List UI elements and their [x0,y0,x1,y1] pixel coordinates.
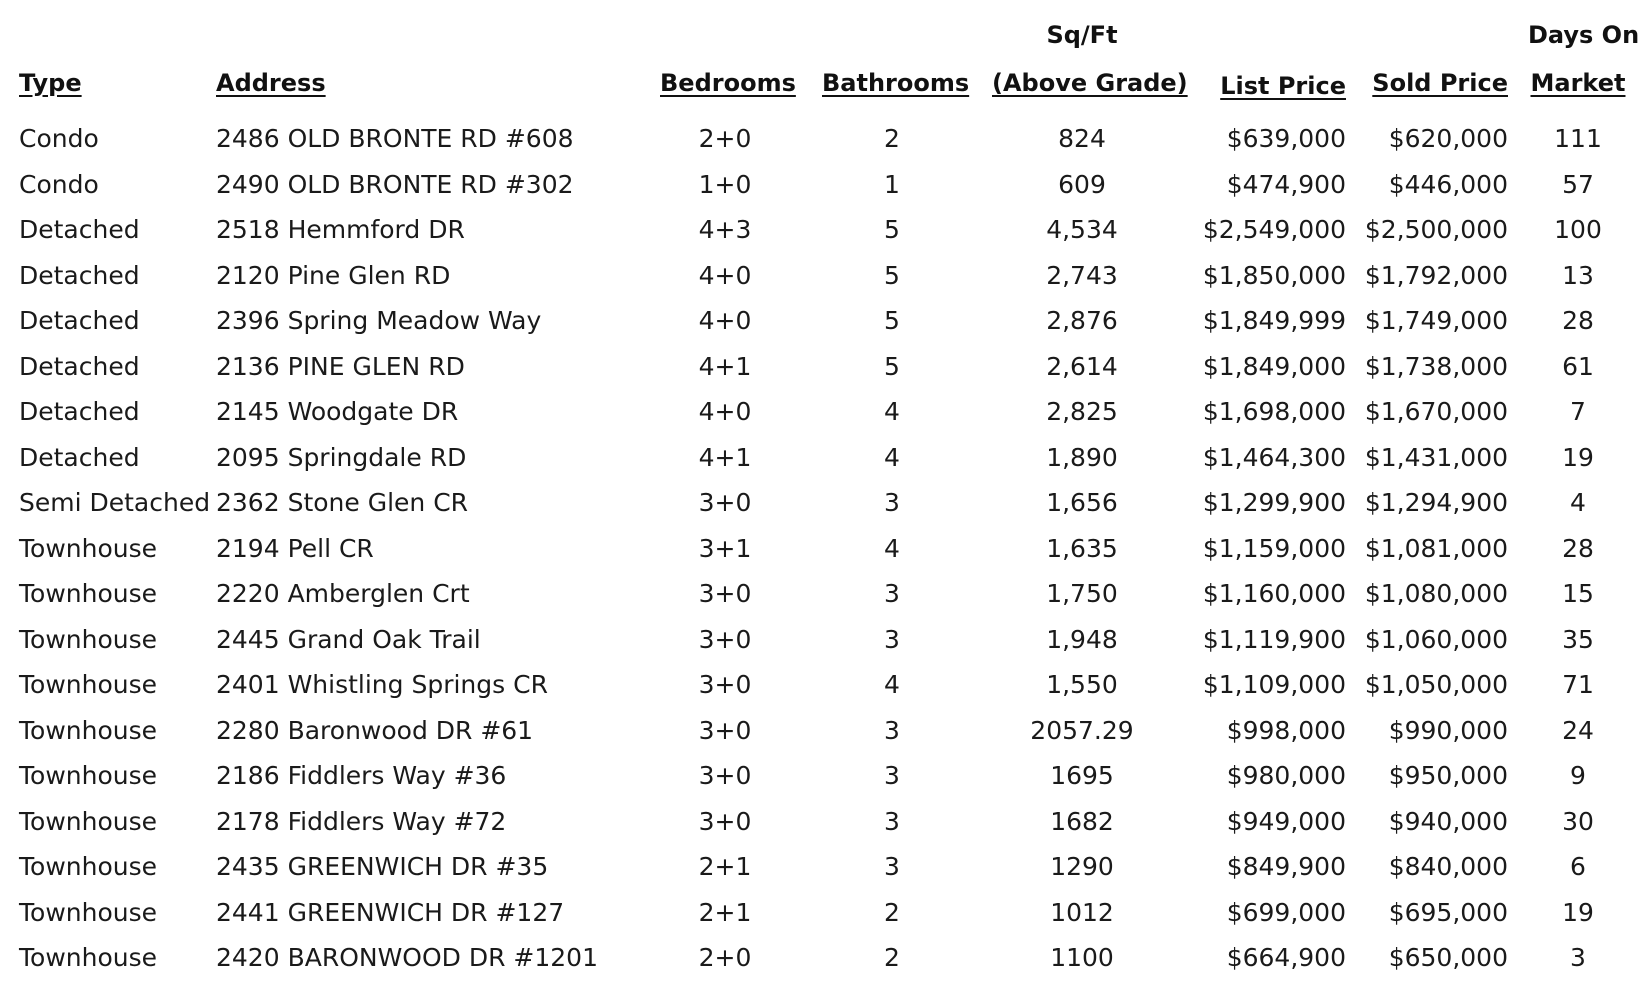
cell-address: 2280 Baronwood DR #61 [216,715,534,745]
header-sqft-line1: Sq/Ft [1046,21,1118,49]
cell-type: Townhouse [19,533,158,563]
cell-list-price: $1,119,900 [1202,624,1346,654]
cell-list-price: $1,464,300 [1202,442,1346,472]
cell-bathrooms: 4 [884,397,900,426]
table-row [0,891,1650,935]
cell-bathrooms: 5 [884,306,900,335]
cell-sqft: 2057.29 [1030,715,1134,745]
cell-bedrooms: 2+0 [698,124,752,153]
cell-sold-price: $1,294,900 [1364,488,1508,517]
cell-bathrooms: 5 [884,260,900,290]
cell-bedrooms: 3+0 [698,670,752,699]
cell-sold-price: $1,670,000 [1364,397,1508,426]
table-row [0,572,1650,616]
header-bedrooms [660,68,796,98]
table-row [0,345,1650,389]
cell-days-on-market: 3 [1570,943,1586,972]
cell-bathrooms: 3 [884,624,900,654]
cell-bathrooms: 3 [884,579,900,608]
cell-days-on-market: 71 [1562,670,1594,699]
cell-sold-price: $1,431,000 [1364,442,1508,472]
header-sold-price-label: Sold Price [1372,69,1508,97]
cell-days-on-market: 100 [1554,215,1602,244]
cell-address: 2490 OLD BRONTE RD #302 [216,169,574,199]
cell-sold-price: $940,000 [1388,806,1508,836]
cell-address: 2441 GREENWICH DR #127 [216,897,565,927]
cell-list-price: $998,000 [1226,715,1346,745]
cell-list-price: $2,549,000 [1202,215,1346,244]
table-row [0,663,1650,707]
cell-type: Townhouse [19,715,158,745]
cell-address: 2095 Springdale RD [216,442,467,472]
table-row [0,845,1650,889]
cell-days-on-market: 9 [1570,761,1586,790]
cell-type: Townhouse [19,806,158,836]
cell-days-on-market: 35 [1562,624,1594,654]
cell-address: 2145 Woodgate DR [216,397,459,426]
table-row [0,709,1650,753]
cell-days-on-market: 6 [1570,852,1586,881]
header-bedrooms-label: Bedrooms [660,69,796,97]
cell-bedrooms: 3+0 [698,806,752,836]
table-row [0,754,1650,798]
cell-list-price: $1,299,900 [1202,488,1346,517]
header-list-price [1180,71,1346,101]
cell-type: Detached [19,260,140,290]
cell-bathrooms: 4 [884,442,900,472]
cell-type: Detached [19,215,140,244]
cell-sold-price: $1,080,000 [1364,579,1508,608]
header-type-label: Type [19,69,82,97]
cell-type: Detached [19,306,140,335]
cell-days-on-market: 15 [1562,579,1594,608]
cell-type: Townhouse [19,624,158,654]
cell-list-price: $1,849,000 [1202,351,1346,381]
cell-address: 2178 Fiddlers Way #72 [216,806,507,836]
cell-address: 2420 BARONWOOD DR #1201 [216,943,598,972]
cell-sqft: 1695 [1050,761,1114,790]
cell-address: 2518 Hemmford DR [216,215,465,244]
cell-bathrooms: 1 [884,169,900,199]
cell-bedrooms: 4+1 [698,442,752,472]
cell-address: 2445 Grand Oak Trail [216,624,481,654]
cell-bathrooms: 5 [884,351,900,381]
cell-sold-price: $950,000 [1388,761,1508,790]
table-row [0,254,1650,298]
cell-list-price: $849,900 [1226,852,1346,881]
cell-sold-price: $840,000 [1388,852,1508,881]
cell-sqft: 2,876 [1046,306,1118,335]
cell-bathrooms: 4 [884,533,900,563]
cell-list-price: $1,850,000 [1202,260,1346,290]
cell-bedrooms: 3+0 [698,488,752,517]
cell-bedrooms: 1+0 [698,169,752,199]
table-row [0,527,1650,571]
table-row [0,208,1650,252]
table-row [0,618,1650,662]
cell-sqft: 1,890 [1046,442,1118,472]
header-address-label: Address [216,69,326,97]
cell-address: 2194 Pell CR [216,533,374,563]
cell-bathrooms: 3 [884,852,900,881]
cell-address: 2120 Pine Glen RD [216,260,451,290]
cell-address: 2401 Whistling Springs CR [216,670,548,699]
cell-bathrooms: 4 [884,670,900,699]
cell-days-on-market: 24 [1562,715,1594,745]
header-bathrooms-label: Bathrooms [822,69,970,97]
cell-days-on-market: 28 [1562,533,1594,563]
cell-bathrooms: 5 [884,215,900,244]
cell-days-on-market: 19 [1562,897,1594,927]
table-row [0,117,1650,161]
cell-sqft: 1100 [1050,943,1114,972]
cell-type: Townhouse [19,579,158,608]
cell-bedrooms: 4+3 [698,215,752,244]
cell-sold-price: $1,738,000 [1364,351,1508,381]
cell-sqft: 1290 [1050,852,1114,881]
cell-type: Condo [19,124,99,153]
table-row [0,163,1650,207]
cell-sqft: 2,743 [1046,260,1118,290]
cell-list-price: $949,000 [1226,806,1346,836]
table-row [0,299,1650,343]
cell-type: Condo [19,169,99,199]
header-sqft [992,68,1188,98]
cell-sold-price: $1,050,000 [1364,670,1508,699]
cell-address: 2435 GREENWICH DR #35 [216,852,549,881]
cell-bedrooms: 4+0 [698,306,752,335]
cell-bedrooms: 3+0 [698,715,752,745]
header-list-price-label: List Price [1220,72,1346,100]
cell-days-on-market: 13 [1562,260,1594,290]
cell-bathrooms: 2 [884,124,900,153]
cell-list-price: $1,160,000 [1202,579,1346,608]
cell-type: Detached [19,442,140,472]
cell-type: Detached [19,351,140,381]
cell-list-price: $980,000 [1226,761,1346,790]
cell-sqft: 2,614 [1046,351,1118,381]
cell-type: Detached [19,397,140,426]
cell-type: Townhouse [19,943,158,972]
cell-sqft: 1,656 [1046,488,1118,517]
cell-type: Townhouse [19,897,158,927]
cell-list-price: $1,159,000 [1202,533,1346,563]
cell-address: 2396 Spring Meadow Way [216,306,542,335]
cell-bedrooms: 3+1 [698,533,752,563]
cell-sqft: 1,550 [1046,670,1118,699]
header-dom-line1: Days On [1528,21,1640,49]
cell-bathrooms: 3 [884,715,900,745]
cell-sqft: 1,635 [1046,533,1118,563]
header-sqft-label: (Above Grade) [992,69,1188,97]
cell-sold-price: $1,060,000 [1364,624,1508,654]
cell-sqft: 1,948 [1046,624,1118,654]
table-row [0,481,1650,525]
cell-address: 2486 OLD BRONTE RD #608 [216,124,574,153]
cell-bedrooms: 2+1 [698,897,752,927]
cell-bathrooms: 2 [884,943,900,972]
header-type [19,68,82,98]
cell-bathrooms: 2 [884,897,900,927]
cell-sold-price: $1,792,000 [1364,260,1508,290]
cell-sold-price: $695,000 [1388,897,1508,927]
cell-list-price: $474,900 [1226,169,1346,199]
header-dom-label: Market [1530,69,1626,97]
cell-days-on-market: 57 [1562,169,1594,199]
cell-days-on-market: 7 [1570,397,1586,426]
cell-sold-price: $446,000 [1388,169,1508,199]
cell-bedrooms: 4+0 [698,397,752,426]
cell-list-price: $699,000 [1226,897,1346,927]
cell-bathrooms: 3 [884,488,900,517]
cell-address: 2362 Stone Glen CR [216,488,469,517]
cell-days-on-market: 30 [1562,806,1594,836]
header-sold-price [1346,68,1508,98]
cell-days-on-market: 4 [1570,488,1586,517]
cell-list-price: $664,900 [1226,943,1346,972]
cell-sold-price: $2,500,000 [1364,215,1508,244]
cell-list-price: $1,849,999 [1202,306,1346,335]
cell-bedrooms: 3+0 [698,624,752,654]
table-row [0,436,1650,480]
cell-sold-price: $620,000 [1388,124,1508,153]
cell-bathrooms: 3 [884,761,900,790]
cell-bathrooms: 3 [884,806,900,836]
cell-sqft: 2,825 [1046,397,1118,426]
cell-address: 2220 Amberglen Crt [216,579,470,608]
cell-bedrooms: 3+0 [698,579,752,608]
cell-type: Townhouse [19,852,158,881]
cell-days-on-market: 111 [1554,124,1602,153]
cell-type: Semi Detached [19,488,211,517]
cell-address: 2136 PINE GLEN RD [216,351,465,381]
cell-bedrooms: 2+1 [698,852,752,881]
cell-bedrooms: 4+0 [698,260,752,290]
cell-sqft: 1682 [1050,806,1114,836]
cell-sold-price: $990,000 [1388,715,1508,745]
cell-days-on-market: 28 [1562,306,1594,335]
cell-days-on-market: 19 [1562,442,1594,472]
cell-bedrooms: 4+1 [698,351,752,381]
cell-days-on-market: 61 [1562,351,1594,381]
cell-sqft: 824 [1058,124,1106,153]
cell-bedrooms: 2+0 [698,943,752,972]
cell-address: 2186 Fiddlers Way #36 [216,761,507,790]
cell-type: Townhouse [19,670,158,699]
cell-sqft: 4,534 [1046,215,1118,244]
header-dom [1528,68,1628,98]
cell-list-price: $1,109,000 [1202,670,1346,699]
cell-sqft: 609 [1058,169,1106,199]
cell-list-price: $639,000 [1226,124,1346,153]
cell-bedrooms: 3+0 [698,761,752,790]
cell-sold-price: $1,749,000 [1364,306,1508,335]
cell-sqft: 1012 [1050,897,1114,927]
cell-sold-price: $650,000 [1388,943,1508,972]
cell-sqft: 1,750 [1046,579,1118,608]
cell-type: Townhouse [19,761,158,790]
header-bathrooms [822,68,970,98]
header-address [216,68,326,98]
table-row [0,936,1650,980]
table-row [0,390,1650,434]
cell-sold-price: $1,081,000 [1364,533,1508,563]
table-row [0,800,1650,844]
cell-list-price: $1,698,000 [1202,397,1346,426]
